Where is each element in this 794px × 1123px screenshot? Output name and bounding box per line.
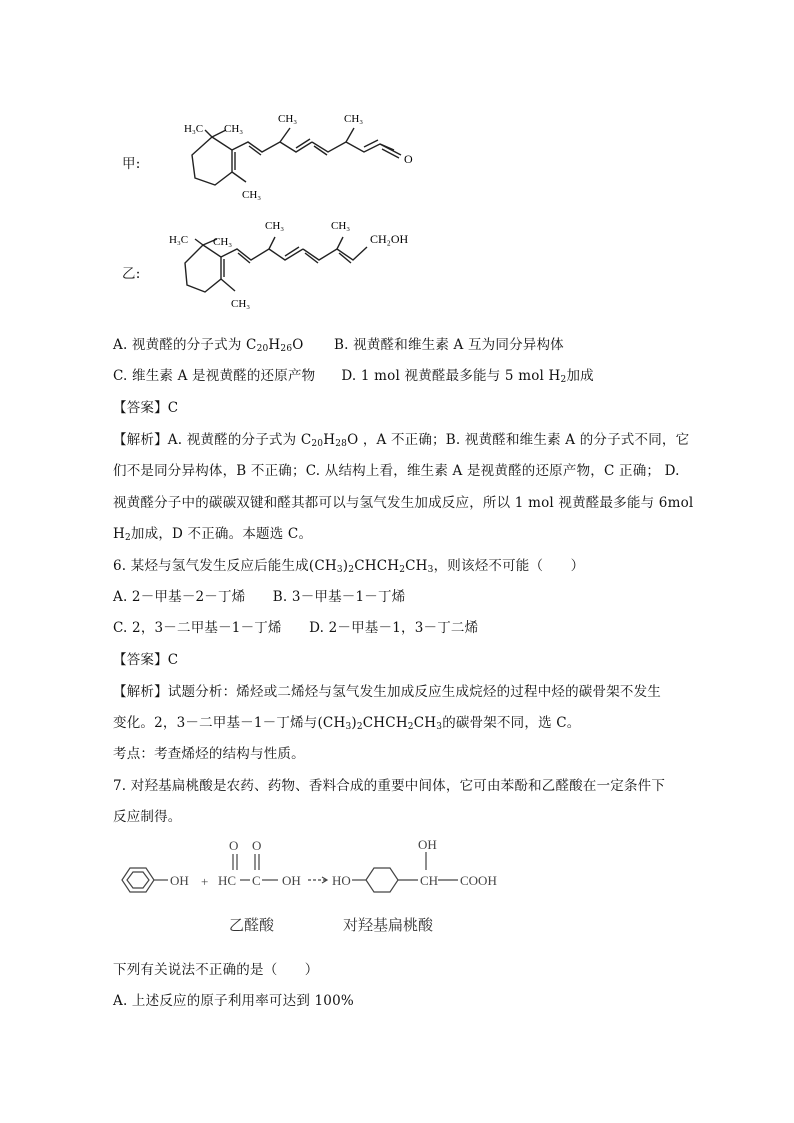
jia-ch3-chain1: CH₃	[278, 113, 298, 125]
rx-ch: CH	[420, 873, 439, 888]
q5-option-d: D. 1 mol 视黄醛最多能与 5 mol $H_2$加成	[341, 368, 594, 385]
reaction-scheme	[112, 832, 522, 904]
q5-option-a: A. 视黄醛的分子式为 $C_{20}H_{26}O$ B. 视黄醛和维生素 A 互为同分异构体	[113, 337, 564, 354]
jia-ch3-ring-top: CH₃	[224, 123, 244, 135]
rx-o1: O	[229, 838, 239, 853]
caption-glyoxylic-acid: 乙醛酸	[229, 916, 275, 934]
q6-stem: 6. 某烃与氢气发生反应后能生成$(CH_3)_2CHCH_2CH_3$，则该烃不可能（ ）	[113, 558, 585, 575]
rx-phenol-oh: OH	[170, 873, 189, 888]
q7-stem-line2: 反应制得。	[113, 809, 182, 825]
q6-answer: 【答案】C	[113, 652, 179, 668]
q7-question: 下列有关说法不正确的是（ ）	[113, 962, 319, 978]
yi-ch3-ring-bottom: CH₃	[231, 298, 251, 310]
rx-hc: HC	[218, 873, 237, 888]
rx-cooh: COOH	[460, 873, 497, 888]
structure-jia	[180, 100, 440, 210]
structure-jia-label: 甲:	[122, 156, 141, 172]
structure-yi-label: 乙:	[122, 266, 141, 282]
q5-explanation-line2: 们不是同分异构体，B 不正确；C. 从结构上看，维生素 A 是视黄醛的还原产物，C 正确； D.	[113, 463, 680, 479]
rx-plus: +	[201, 874, 209, 889]
yi-ch3-ring-top: CH₃	[213, 236, 233, 248]
q5-explanation-line3: 视黄醛分子中的碳碳双键和醛其都可以与氢气发生加成反应，所以 1 mol 视黄醛最多能与 6mol	[113, 495, 694, 511]
yi-h3c: H₃C	[169, 234, 189, 246]
jia-oxygen: O	[404, 152, 413, 166]
structure-yi	[165, 215, 435, 320]
rx-c: C	[252, 873, 261, 888]
q6-explanation-line1: 【解析】试题分析：烯烃或二烯烃与氢气发生加成反应生成烷烃的过程中烃的碳骨架不发生	[113, 684, 661, 700]
caption-product: 对羟基扁桃酸	[343, 916, 434, 934]
q6-point: 考点：考查烯烃的结构与性质。	[113, 746, 305, 762]
q5-explanation-line4: $H_2$加成，D 不正确。本题选 C。	[113, 526, 313, 543]
q6-options-cd: C. 2，3－二甲基－1－丁烯 D. 2－甲基－1，3－丁二烯	[113, 620, 479, 636]
yi-ch2oh: CH₂OH	[370, 232, 409, 246]
q5-answer: 【答案】C	[113, 400, 179, 416]
q6-explanation-line2: 变化。2，3－二甲基－1－丁烯与$(CH_3)_2CHCH_2CH_3$的碳骨架不同，选 C。	[113, 715, 581, 732]
q5-option-b: B. 视黄醛和维生素 A 互为同分异构体	[334, 337, 564, 353]
rx-oh-top: OH	[418, 837, 437, 852]
rx-o2: O	[252, 838, 262, 853]
rx-ho: HO	[332, 873, 351, 888]
q7-option-a: A. 上述反应的原子利用率可达到 100%	[113, 993, 354, 1009]
q5-explanation-line1: 【解析】A. 视黄醛的分子式为 $C_{20}H_{28}O$ ，A 不正确；B. 视黄醛和维生素 A 的分子式不同，它	[113, 432, 690, 449]
q5-option-c: C. 维生素 A 是视黄醛的还原产物 D. 1 mol 视黄醛最多能与 5 mol $H_2$加成	[113, 368, 594, 385]
jia-ch3-chain2: CH₃	[344, 113, 364, 125]
yi-ch3-chain2: CH₃	[331, 220, 351, 232]
q7-stem-line1: 7. 对羟基扁桃酸是农药、药物、香料合成的重要中间体，它可由苯酚和乙醛酸在一定条件下	[113, 778, 666, 794]
rx-acid-oh: OH	[282, 873, 301, 888]
yi-ch3-chain1: CH₃	[265, 220, 285, 232]
jia-h3c: H₃C	[184, 123, 204, 135]
jia-ch3-ring-bottom: CH₃	[242, 189, 262, 201]
q6-options-ab: A. 2－甲基－2－丁烯 B. 3－甲基－1－丁烯	[113, 589, 406, 605]
